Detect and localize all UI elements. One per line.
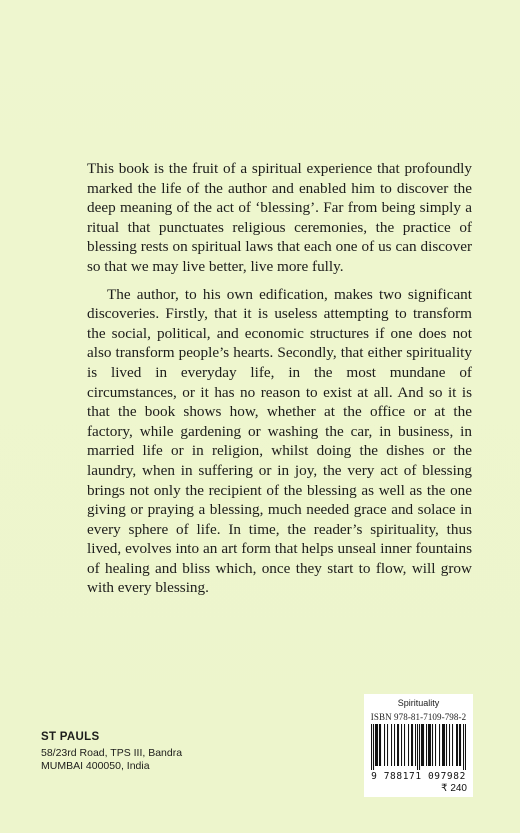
barcode-bar xyxy=(371,724,372,770)
barcode-bar xyxy=(460,724,461,766)
publisher-name: ST PAULS xyxy=(41,731,100,743)
barcode-bar xyxy=(384,724,385,766)
barcode-bar xyxy=(435,724,436,766)
barcode-bar xyxy=(426,724,427,766)
barcode-label xyxy=(364,694,473,797)
barcode-bar xyxy=(376,724,377,766)
blurb-paragraph-1: This book is the fruit of a spiritual experience that profoundly marked the life of the author and enabled him to discover the deep meaning of the act of ‘blessing’. Far from being simply a ritual that punctuates religious ceremonies, the practice of blessing rests on spiritual laws that each one of us can discover so that we may live better, live more fully. xyxy=(87,160,472,275)
barcode-bar xyxy=(439,724,440,766)
blurb-paragraph-2: The author, to his own edification, makes two significant discoveries. Firstly, that it is useless attempting to transform the social, political, and economic structures if one does not also transform people’s hearts. Secondly, that either spirituality is lived in everyday life, in the most mundane of circumstances, or it has no reason to exist at all. And so it is that the book shows how, whether at the office or at the factory, while gardening or washing the car, in business, in married life or in religion, whilst doing the dishes or the laundry, when in suffering or in joy, the very act of blessing brings not only the recipient of the blessing as well as the one giving or praying a blessing, much needed grace and solace in every sphere of life. In time, the reader’s spirituality, thus lived, evolves into an art form that helps unseal inner fountains of healing and bliss which, once they start to flow, will grow with every blessing. xyxy=(87,285,472,597)
barcode-bars xyxy=(371,724,466,770)
barcode-bar xyxy=(449,724,450,766)
barcode-bar xyxy=(394,724,395,766)
barcode-bar xyxy=(373,724,374,770)
barcode-category: Spirituality xyxy=(397,698,440,708)
barcode-bar xyxy=(421,724,422,766)
publisher-info xyxy=(41,731,182,774)
barcode-bar xyxy=(422,724,423,766)
barcode-bar xyxy=(446,724,447,766)
barcode-bar xyxy=(387,724,388,766)
barcode-bar xyxy=(411,724,412,766)
publisher-address-line-2: MUMBAI 400050, India xyxy=(41,760,150,772)
barcode-bar xyxy=(377,724,378,766)
barcode-bar xyxy=(429,724,430,766)
barcode-digits: 9 788171 097982 xyxy=(371,771,466,782)
barcode-bar xyxy=(456,724,457,766)
publisher-address-line-1: 58/23rd Road, TPS III, Bandra xyxy=(41,746,183,759)
isbn-label: ISBN 978-81-7109-798-2 xyxy=(370,712,467,722)
barcode-bar xyxy=(428,724,429,766)
barcode-bar xyxy=(391,724,392,766)
barcode-bar xyxy=(404,724,405,766)
barcode-bar xyxy=(401,724,402,766)
barcode-bar xyxy=(397,724,398,766)
barcode-bar xyxy=(432,724,433,766)
barcode-bar xyxy=(380,724,381,766)
back-cover-blurb xyxy=(87,159,472,598)
barcode-bar xyxy=(375,724,376,766)
barcode-bar xyxy=(465,724,466,770)
barcode-bar xyxy=(459,724,460,766)
price-label: ₹ 240 xyxy=(441,783,467,794)
barcode-bar xyxy=(417,724,418,770)
barcode-bar xyxy=(444,724,445,766)
barcode-bar xyxy=(430,724,431,766)
barcode-bar xyxy=(442,724,443,766)
barcode-bar xyxy=(463,724,464,770)
barcode-bar xyxy=(408,724,409,766)
barcode-bar xyxy=(452,724,453,766)
barcode-bar xyxy=(415,724,416,766)
barcode-bar xyxy=(457,724,458,766)
barcode-bar xyxy=(379,724,380,766)
barcode-bar xyxy=(419,724,420,770)
barcode-bar xyxy=(398,724,399,766)
barcode-bar xyxy=(443,724,444,766)
barcode-bar xyxy=(423,724,424,766)
barcode-bar xyxy=(412,724,413,766)
